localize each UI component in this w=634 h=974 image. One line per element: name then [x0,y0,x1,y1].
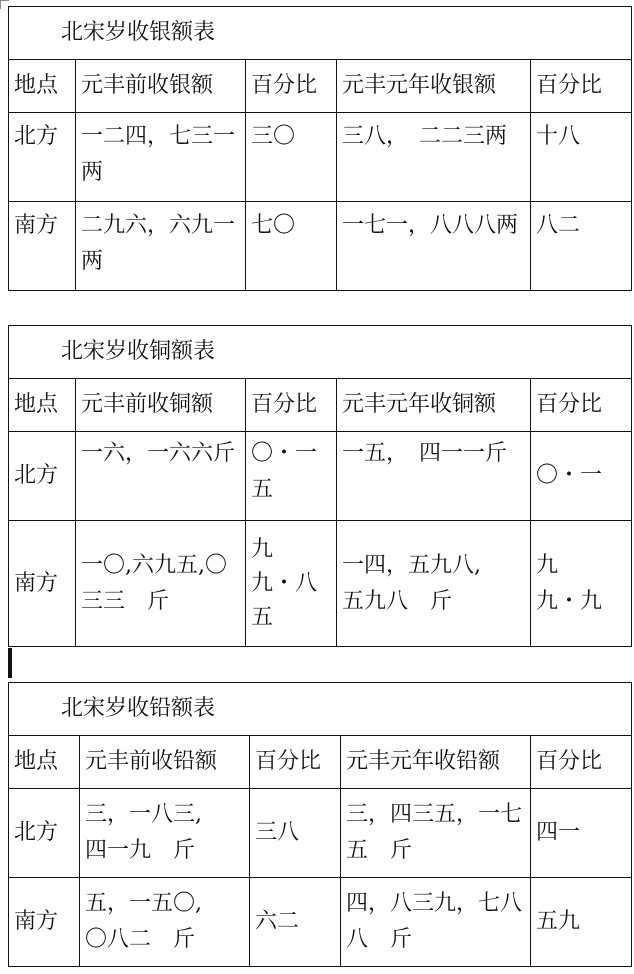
cell-value: 二九六，六九一 两 [76,202,246,291]
header-percent: 百分比 [531,379,632,432]
cell-value: 四，八三九，七八八 斤 [341,878,531,967]
cell-value: 一〇,六九五,〇三三 斤 [76,521,246,647]
cell-value: 一五， 四一一斤 [337,432,531,521]
header-yuanfeng-first-year: 元丰元年收铜额 [337,379,531,432]
silver-revenue-table [8,6,632,291]
cell-percent: 三〇 [246,113,337,202]
header-before-yuanfeng: 元丰前收银额 [76,60,246,113]
cell-percent: 六二 [250,878,341,967]
cell-percent: 〇・一 [531,432,632,521]
cell-percent: 三八 [250,789,341,878]
cell-location: 北方 [9,113,76,202]
table-title: 北宋岁收铜额表 [9,326,632,379]
header-percent: 百分比 [531,736,632,789]
header-percent: 百分比 [250,736,341,789]
cell-location: 南方 [9,202,76,291]
table-row [9,202,632,291]
cell-value: 三，一八三, 四一九 斤 [80,789,250,878]
cell-value: 一六，一六六斤 [76,432,246,521]
header-percent: 百分比 [531,60,632,113]
lead-revenue-table [8,682,632,967]
cell-percent: 十八 [531,113,632,202]
table-row [9,113,632,202]
header-yuanfeng-first-year: 元丰元年收银额 [337,60,531,113]
table-title: 北宋岁收铅额表 [9,683,632,736]
header-before-yuanfeng: 元丰前收铅额 [80,736,250,789]
cell-percent: 七〇 [246,202,337,291]
header-location: 地点 [9,379,76,432]
cell-percent: 〇・一五 [246,432,337,521]
cell-value: 一四，五九八, 五九八 斤 [337,521,531,647]
cell-location: 南方 [9,878,80,967]
header-percent: 百分比 [246,379,337,432]
table-row [9,878,632,967]
cell-percent: 八二 [531,202,632,291]
cell-value: 一二四，七三一 两 [76,113,246,202]
table-row [9,432,632,521]
header-location: 地点 [9,60,76,113]
cell-percent: 四一 [531,789,632,878]
header-location: 地点 [9,736,80,789]
cell-percent: 九 九・九 [531,521,632,647]
cell-value: 三，四三五，一七五 斤 [341,789,531,878]
cell-location: 南方 [9,521,76,647]
text-cursor [8,648,12,678]
header-yuanfeng-first-year: 元丰元年收铅额 [341,736,531,789]
table-row [9,789,632,878]
cell-value: 一七一，八八八两 [337,202,531,291]
cell-value: 三八， 二二三两 [337,113,531,202]
cell-percent: 五九 [531,878,632,967]
table-title: 北宋岁收银额表 [9,7,632,60]
copper-revenue-table [8,325,632,647]
header-percent: 百分比 [246,60,337,113]
header-before-yuanfeng: 元丰前收铜额 [76,379,246,432]
cell-location: 北方 [9,432,76,521]
cell-value: 五，一五〇, 〇八二 斤 [80,878,250,967]
table-row [9,521,632,647]
cell-percent: 九 九・八五 [246,521,337,647]
cell-location: 北方 [9,789,80,878]
